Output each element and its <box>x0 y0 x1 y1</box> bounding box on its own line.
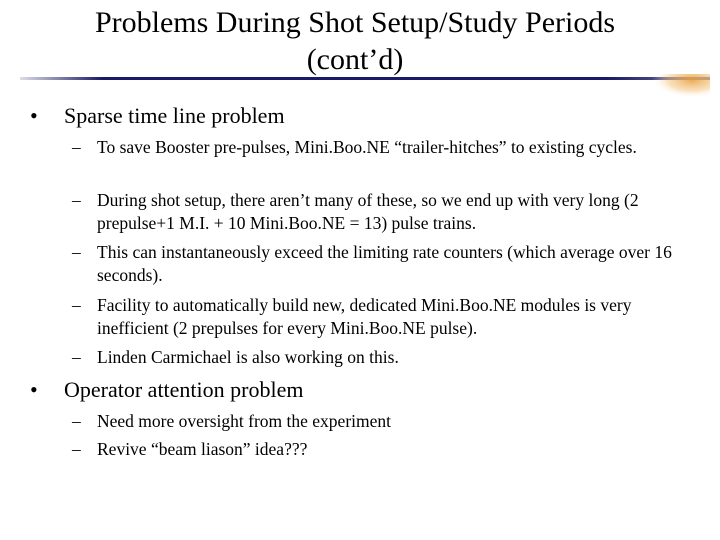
dash-marker: – <box>72 439 81 459</box>
sub-bullet <box>72 136 672 159</box>
sub-bullet <box>72 241 672 287</box>
slide-title-line-1: Problems During Shot Setup/Study Periods <box>94 6 616 39</box>
slide-title-line-2: (cont’d) <box>306 43 404 76</box>
dash-marker: – <box>72 347 81 367</box>
sub-bullet <box>72 294 672 340</box>
rule-line <box>20 77 710 80</box>
sub-bullet-text: During shot setup, there aren’t many of these, so we end up with very long (2 prepulse+1 M.I. + 10 Mini.Boo.NE = 13) pulse trains. <box>97 190 639 233</box>
dash-marker: – <box>72 190 81 210</box>
sub-bullet <box>72 346 672 369</box>
title-underline-rule <box>20 74 710 100</box>
sub-bullet-text: Revive “beam liason” idea??? <box>97 439 308 459</box>
dash-marker: – <box>72 411 81 431</box>
slide-title <box>40 4 670 78</box>
sub-bullet-text: This can instantaneously exceed the limiting rate counters (which average over 16 seconds). <box>97 242 672 285</box>
dash-marker: – <box>72 242 81 262</box>
sub-bullet-text: Linden Carmichael is also working on this. <box>97 347 399 367</box>
bullet-text: Operator attention problem <box>64 377 304 402</box>
dash-marker: – <box>72 295 81 315</box>
rule-glow <box>652 74 710 98</box>
bullet-marker: • <box>30 377 38 402</box>
sub-bullet <box>72 189 672 235</box>
bullet-marker: • <box>30 103 38 128</box>
sub-bullet-text: Facility to automatically build new, dedicated Mini.Boo.NE modules is very inefficient (2 prepulses for every Mini.Boo.NE pulse). <box>97 295 632 338</box>
sub-bullet-text: Need more oversight from the experiment <box>97 411 391 431</box>
sub-bullet <box>72 438 672 461</box>
dash-marker: – <box>72 137 81 157</box>
sub-bullet <box>72 410 672 433</box>
bullet-text: Sparse time line problem <box>64 103 285 128</box>
sub-bullet-text: To save Booster pre-pulses, Mini.Boo.NE “trailer-hitches” to existing cycles. <box>97 137 637 157</box>
